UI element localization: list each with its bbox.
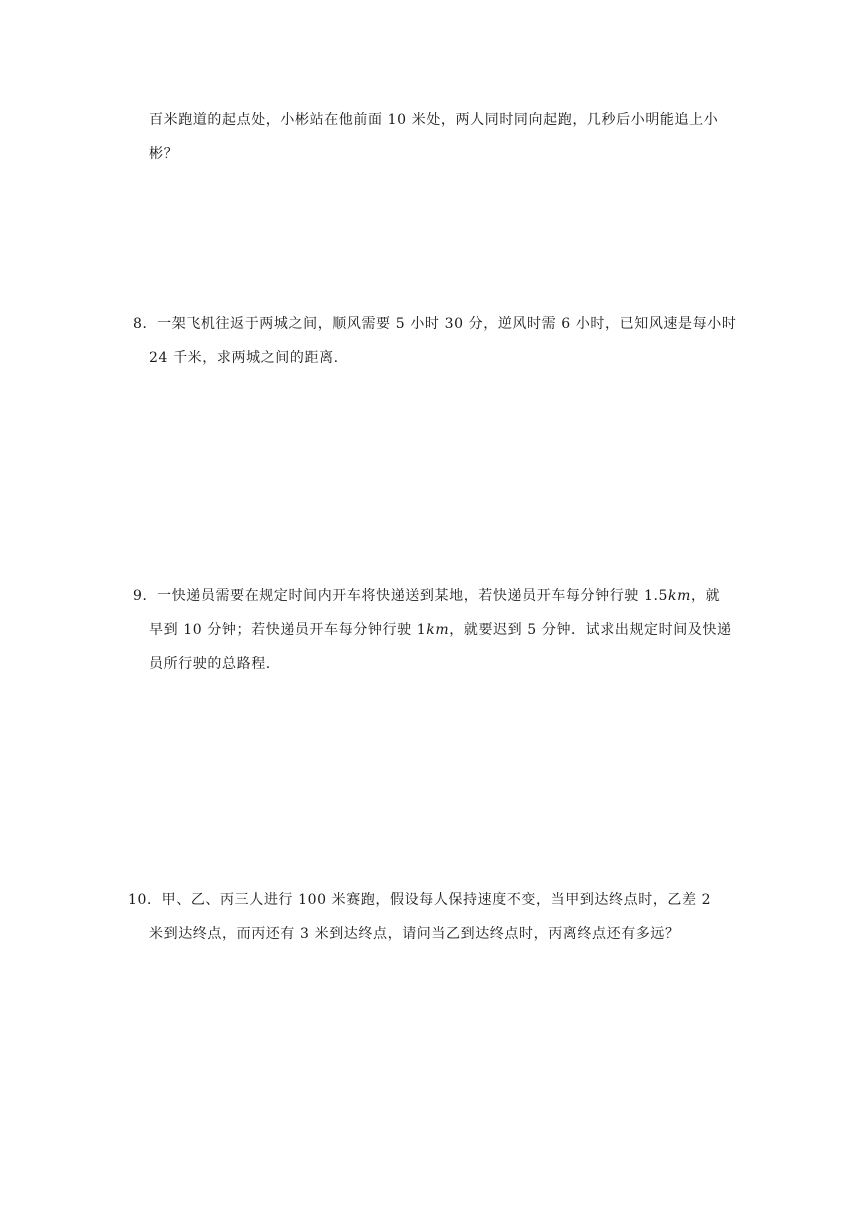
problem-9-text-line-1: [133, 586, 720, 606]
problem-7-text-line-1: 百米跑道的起点处，小彬站在他前面 10 米处，两人同时同向起跑，几秒后小明能追上小: [149, 112, 719, 128]
problem-9-text-line-3: 员所行驶的总路程.: [149, 656, 271, 672]
problem-9-line-1-text-a: 9．一快递员需要在规定时间内开车将快递送到某地，若快递员开车每分钟行驶 1.5: [133, 588, 669, 604]
problem-10-text-line-2: 米到达终点，而丙还有 3 米到达终点，请问当乙到达终点时，丙离终点还有多远？: [149, 926, 680, 942]
problem-9-line-2-text-a: 早到 10 分钟；若快递员开车每分钟行驶 1: [149, 622, 427, 638]
problem-9-line-1-unit: km: [668, 588, 691, 604]
problem-7-text-line-2: 彬？: [149, 146, 179, 162]
problem-9-text-line-2: [149, 620, 732, 640]
problem-9-line-2-text-b: ，就要迟到 5 分钟．试求出规定时间及快递: [449, 622, 732, 638]
problem-9-line-2-unit: km: [426, 622, 450, 638]
problem-8-text-line-1: 8．一架飞机往返于两城之间，顺风需要 5 小时 30 分，逆风时需 6 小时，已知风速是每小时: [133, 316, 737, 332]
problem-9-line-1-text-b: ，就: [691, 588, 721, 604]
problem-10-text-line-1: 10．甲、乙、丙三人进行 100 米赛跑，假设每人保持速度不变，当甲到达终点时，乙差 2: [128, 892, 712, 908]
problem-8-text-line-2: 24 千米，求两城之间的距离.: [149, 350, 339, 366]
